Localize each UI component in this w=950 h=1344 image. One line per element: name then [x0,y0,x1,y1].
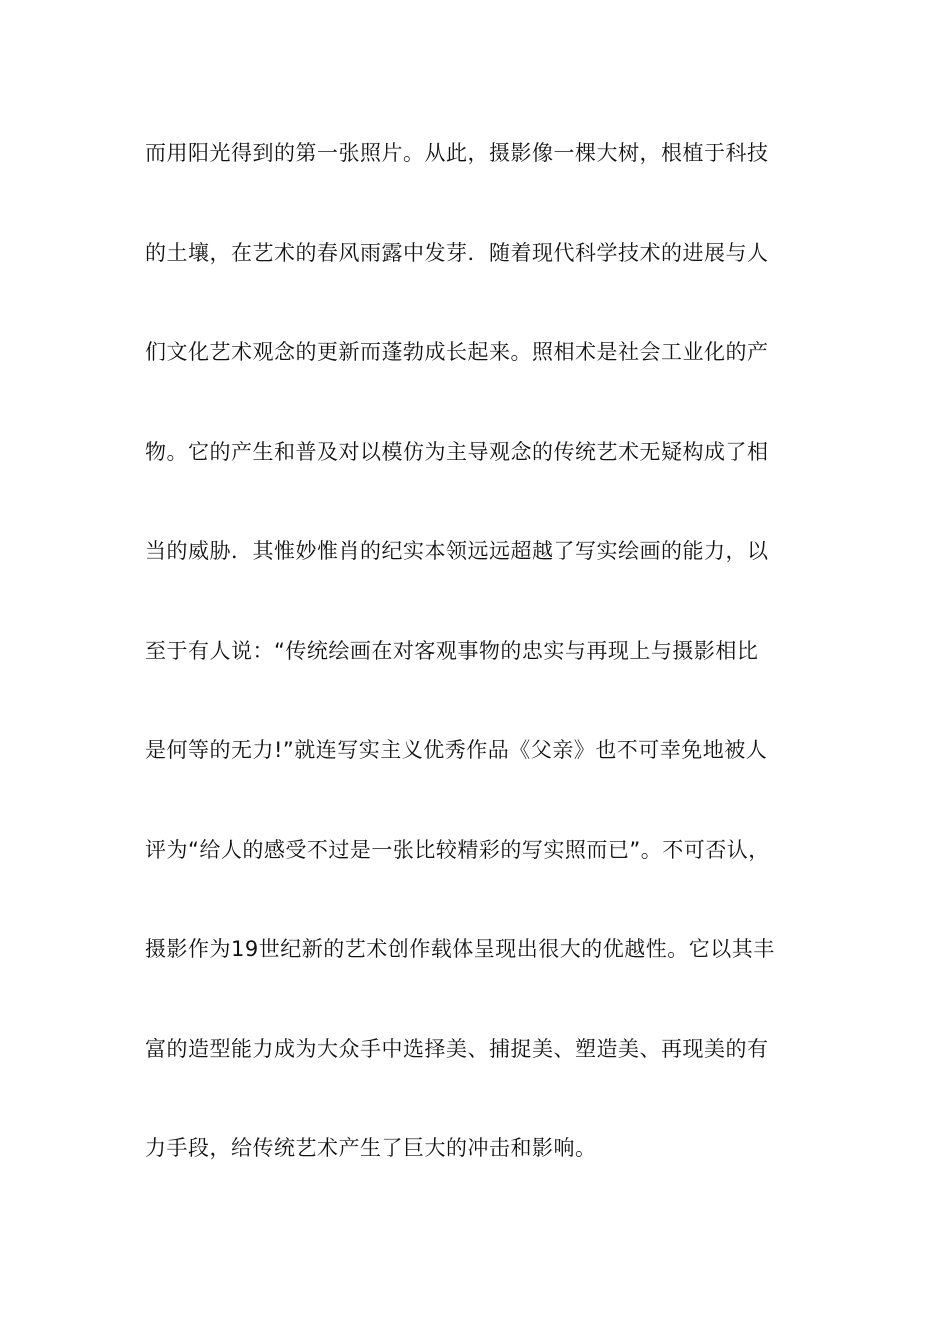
text-line: 当的威胁．其惟妙惟肖的纪实本领远远超越了写实绘画的能力，以 [145,539,769,563]
text-line: 们文化艺术观念的更新而蓬勃成长起来。照相术是社会工业化的产 [145,340,769,364]
text-line: 摄影作为19世纪新的艺术创作载体呈现出很大的优越性。它以其丰 [145,937,775,961]
text-line: 至于有人说：“传统绘画在对客观事物的忠实与再现上与摄影相比 [145,638,759,663]
text-line: 富的造型能力成为大众手中选择美、捕捉美、塑造美、再现美的有 [145,1036,769,1061]
text-line: 而用阳光得到的第一张照片。从此，摄影像一棵大树，根植于科技 [145,141,769,165]
text-line: 评为“给人的感受不过是一张比较精彩的写实照而已”。不可否认， [145,837,770,862]
text-line: 力手段，给传统艺术产生了巨大的冲击和影响。 [145,1136,597,1160]
text-line: 物。它的产生和普及对以模仿为主导观念的传统艺术无疑构成了相 [145,439,769,464]
text-line: 的土壤，在艺术的春风雨露中发芽．随着现代科学技术的进展与人 [145,240,769,265]
body-paragraph [145,131,845,1226]
text-line: 是何等的无力!”就连写实主义优秀作品《父亲》也不可幸免地被人 [145,738,768,762]
